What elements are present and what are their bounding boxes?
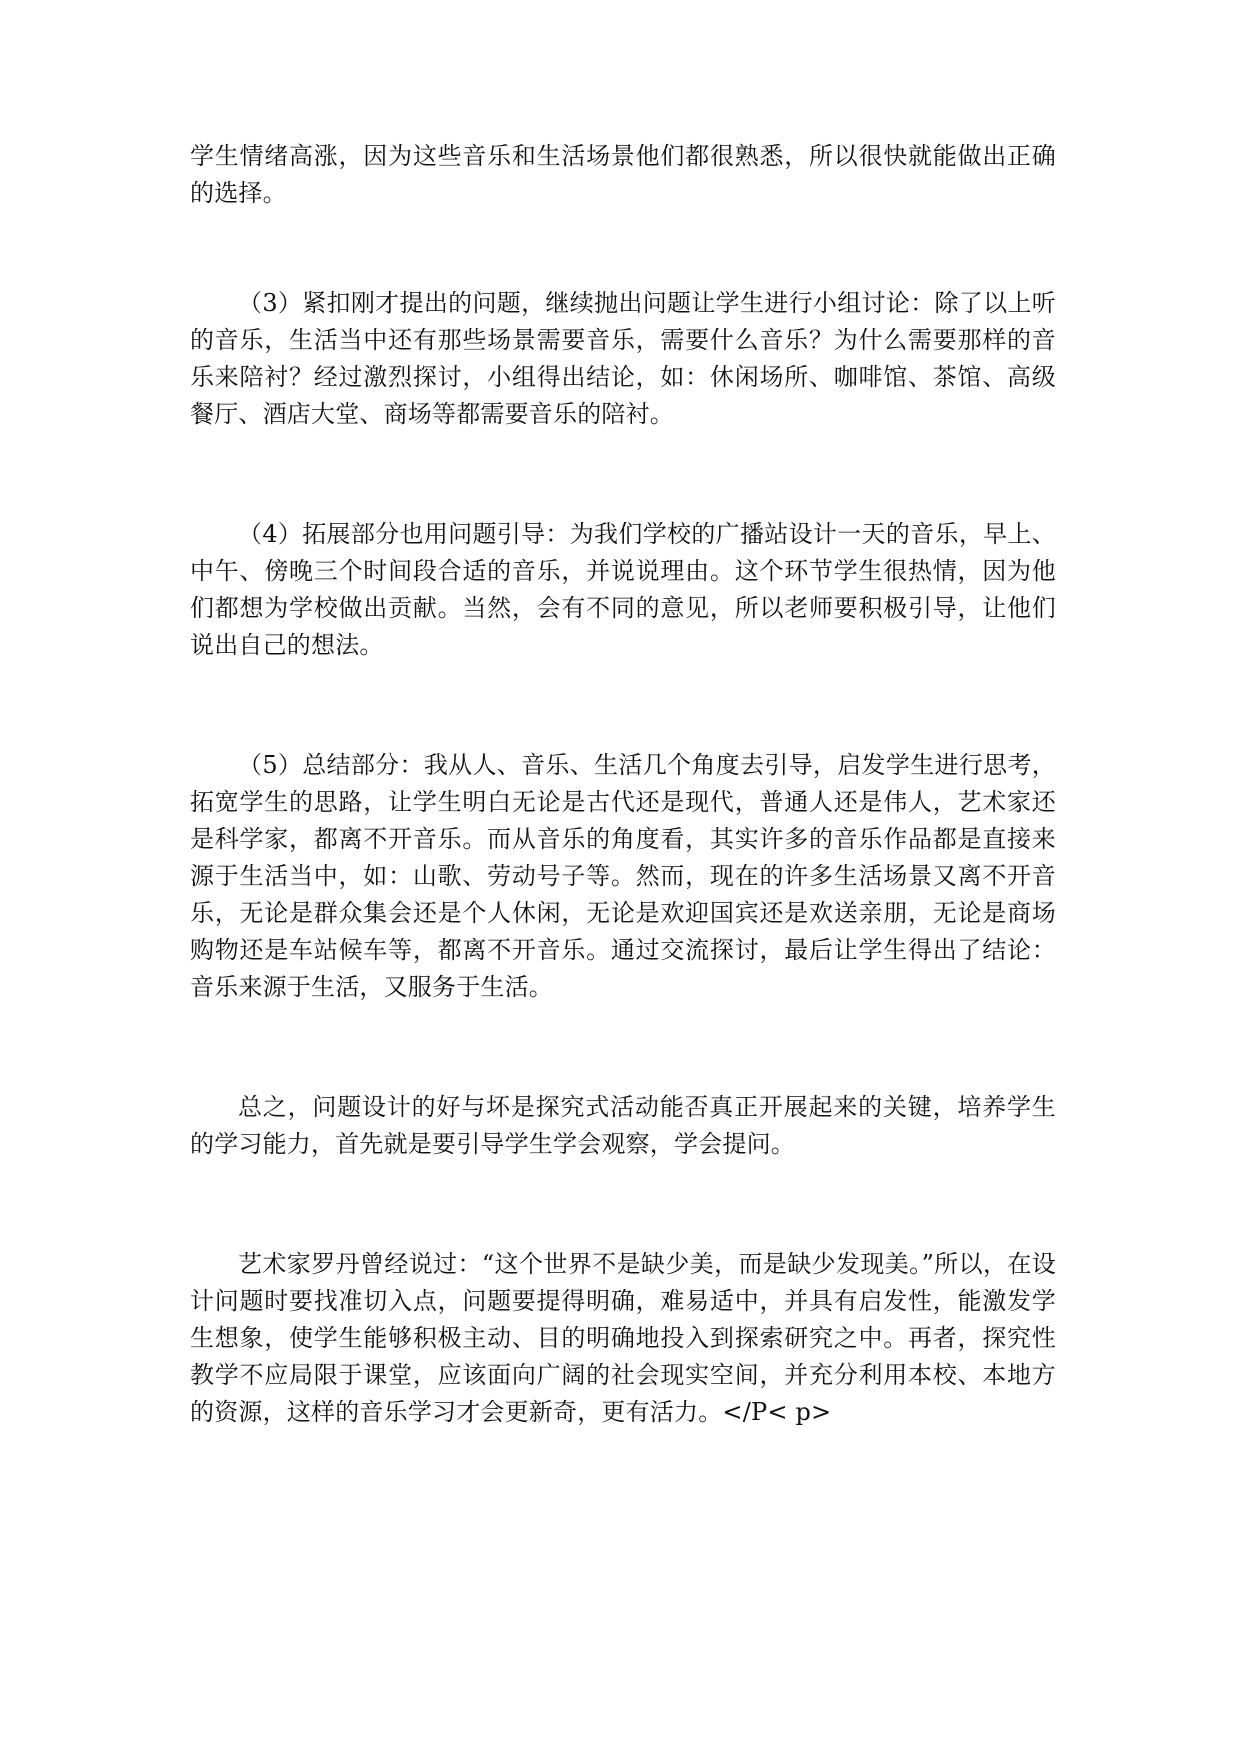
paragraph-summary: 总之，问题设计的好与坏是探究式活动能否真正开展起来的关键，培养学生的学习能力，首先就是要引导学生学会观察，学会提问。 — [190, 1093, 1056, 1158]
paragraph-closing: 艺术家罗丹曾经说过：“这个世界不是缺少美，而是缺少发现美。”所以，在设计问题时要找准切入点，问题要提得明确，难易适中，并具有启发性，能激发学生想象，使学生能够积极主动、目的明确地投入到探索研究之中。再者，探究性教学不应局限于课堂，应该面向广阔的社会现实空间，并充分利用本校、本地方的资源，这样的音乐学习才会更新奇，更有活力。</P< p> — [190, 1250, 1056, 1426]
paragraph-continuation: 学生情绪高涨，因为这些音乐和生活场景他们都很熟悉，所以很快就能做出正确的选择。 — [190, 142, 1056, 207]
paragraph-step-3: （3）紧扣刚才提出的问题，继续抛出问题让学生进行小组讨论：除了以上听的音乐，生活当中还有那些场景需要音乐，需要什么音乐？为什么需要那样的音乐来陪衬？经过激烈探讨，小组得出结论，如：休闲场所、咖啡馆、茶馆、高级餐厅、酒店大堂、商场等都需要音乐的陪衬。 — [190, 289, 1056, 428]
document-body — [190, 138, 1056, 1514]
paragraph-step-4: （4）拓展部分也用问题引导：为我们学校的广播站设计一天的音乐，早上、中午、傍晚三个时间段合适的音乐，并说说理由。这个环节学生很热情，因为他们都想为学校做出贡献。当然，会有不同的意见，所以老师要积极引导，让他们说出自己的想法。 — [190, 520, 1056, 659]
paragraph-step-5: （5）总结部分：我从人、音乐、生活几个角度去引导，启发学生进行思考，拓宽学生的思路，让学生明白无论是古代还是现代，普通人还是伟人，艺术家还是科学家，都离不开音乐。而从音乐的角度看，其实许多的音乐作品都是直接来源于生活当中，如：山歌、劳动号子等。然而，现在的许多生活场景又离不开音乐，无论是群众集会还是个人休闲，无论是欢迎国宾还是欢送亲朋，无论是商场购物还是车站候车等，都离不开音乐。通过交流探讨，最后让学生得出了结论：音乐来源于生活，又服务于生活。 — [190, 751, 1056, 1001]
